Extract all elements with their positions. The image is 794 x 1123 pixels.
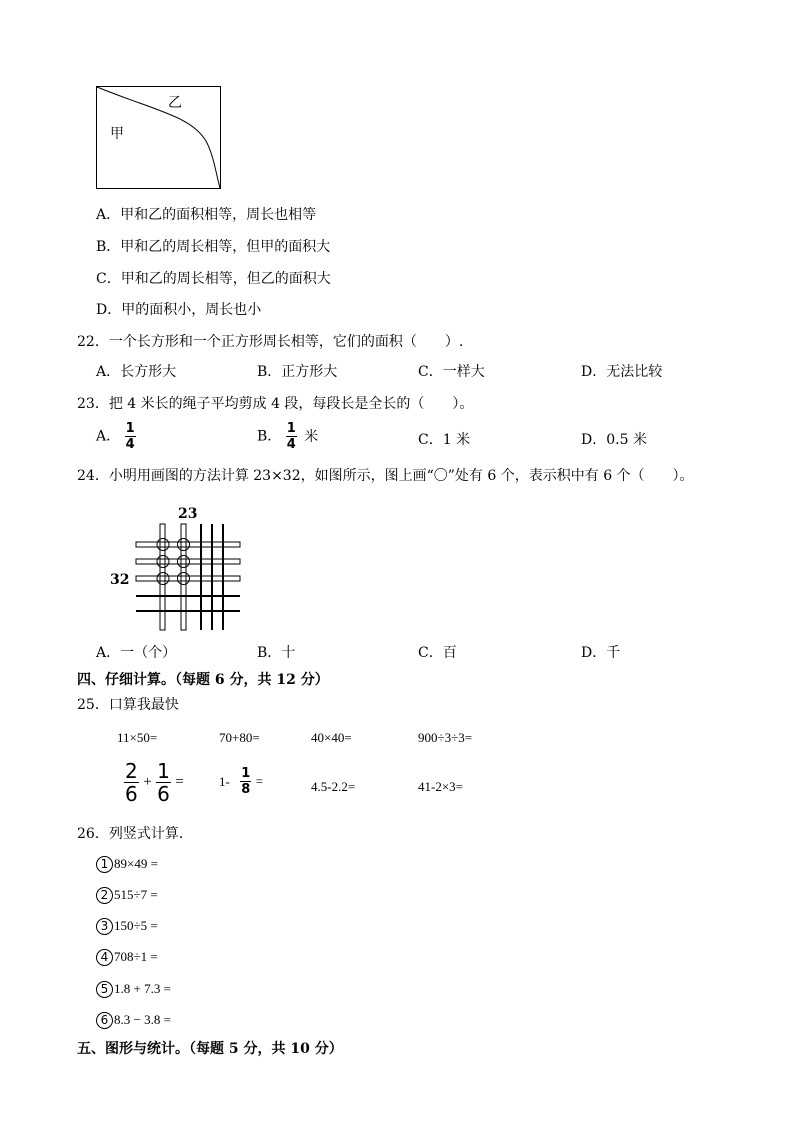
q25-item-8: 41-2×3=: [418, 779, 463, 794]
q21-option-b: B．甲和乙的周长相等，但甲的面积大: [96, 239, 331, 255]
q25-minus-equals: =: [255, 773, 264, 789]
q24-diagram-left-number: 32: [110, 572, 130, 588]
q26-item-1: [96, 856, 158, 873]
q26-item-3-expr: 150÷5 =: [114, 918, 158, 933]
q22-stem: 22．一个长方形和一个正方形周长相等，它们的面积（ ）.: [77, 334, 464, 350]
q25-item-7: 4.5-2.2=: [311, 779, 356, 794]
q26-item-3-number: 3: [96, 918, 113, 935]
region-jia-label: 甲: [110, 126, 124, 142]
q26-item-6: [96, 1012, 171, 1029]
q23-option-c: C．1 米: [418, 432, 471, 448]
q21-option-d: D．甲的面积小，周长也小: [96, 302, 262, 318]
q24-option-b: B．十: [257, 645, 296, 661]
q21-option-c: C．甲和乙的周长相等，但乙的面积大: [96, 271, 331, 287]
q25-fraction-1: $\frac{2}{6}$: [125, 759, 138, 806]
q24-option-d: D．千: [581, 645, 621, 661]
q26-item-4-number: 4: [96, 949, 113, 966]
q23-stem: 23．把 4 米长的绳子平均剪成 4 段，每段长是全长的（ ）。: [77, 396, 474, 412]
q24-diagram-top-number: 23: [178, 506, 198, 522]
q26-item-6-number: 6: [96, 1012, 113, 1029]
q26-item-2: [96, 887, 158, 904]
region-yi-label: 乙: [168, 95, 182, 111]
q26-item-1-number: 1: [96, 856, 113, 873]
q25-equals-sign: =: [175, 774, 184, 790]
q21-figure: [96, 86, 224, 190]
q23-option-a-fraction: $\frac{1}{4}$: [125, 421, 135, 452]
q26-item-5-expr: 1.8 + 7.3 =: [114, 981, 171, 996]
q26-item-3: [96, 918, 158, 935]
q25-item-5: [124, 761, 184, 804]
section-4-title: 四、仔细计算。（每题 6 分，共 12 分）: [77, 672, 329, 688]
q25-plus-sign: +: [143, 774, 152, 790]
q25-item-3: 40×40=: [311, 730, 352, 745]
q25-fraction-3: $\frac{1}{8}$: [241, 766, 251, 797]
q24-stem: 24．小明用画图的方法计算 23×32，如图所示，图上画“〇”处有 6 个，表示积中有 6 个（ ）。: [77, 468, 694, 484]
q23-option-a-prefix: A．: [96, 428, 121, 445]
q25-item-1: 11×50=: [117, 730, 158, 745]
q24-line-diagram: [106, 500, 246, 635]
q21-option-a: A．甲和乙的面积相等，周长也相等: [96, 207, 317, 223]
q26-item-6-expr: 8.3 − 3.8 =: [114, 1012, 171, 1027]
q23-option-a: [96, 422, 136, 451]
q26-item-5-number: 5: [96, 981, 113, 998]
q25-stem: 25．口算我最快: [77, 697, 179, 713]
q24-option-a: A．一（个）: [96, 645, 177, 661]
q26-item-4-expr: 708÷1 =: [114, 949, 158, 964]
q22-option-c: C．一样大: [418, 364, 485, 380]
section-5-title: 五、图形与统计。（每题 5 分，共 10 分）: [77, 1041, 343, 1057]
q25-item-6: [219, 767, 263, 796]
q23-option-b-unit: 米: [304, 428, 319, 445]
q23-option-b-prefix: B．: [257, 428, 282, 445]
q26-item-2-number: 2: [96, 887, 113, 904]
q26-item-4: [96, 949, 158, 966]
q26-item-2-expr: 515÷7 =: [114, 887, 158, 902]
q23-option-b-fraction: $\frac{1}{4}$: [286, 421, 296, 452]
q22-option-b: B．正方形大: [257, 364, 338, 380]
q25-minus-prefix: 1-: [219, 773, 230, 789]
q24-option-c: C．百: [418, 645, 457, 661]
q22-option-a: A．长方形大: [96, 364, 177, 380]
q25-item-4: 900÷3÷3=: [418, 730, 473, 745]
q22-option-d: D．无法比较: [581, 364, 663, 380]
q23-option-b: [257, 422, 318, 451]
q26-item-1-expr: 89×49 =: [114, 856, 158, 871]
q26-stem: 26．列竖式计算．: [77, 826, 193, 842]
q26-item-5: [96, 981, 171, 998]
q23-option-d: D．0.5 米: [581, 432, 647, 448]
q25-fraction-2: $\frac{1}{6}$: [157, 759, 170, 806]
q25-item-2: 70+80=: [219, 730, 260, 745]
